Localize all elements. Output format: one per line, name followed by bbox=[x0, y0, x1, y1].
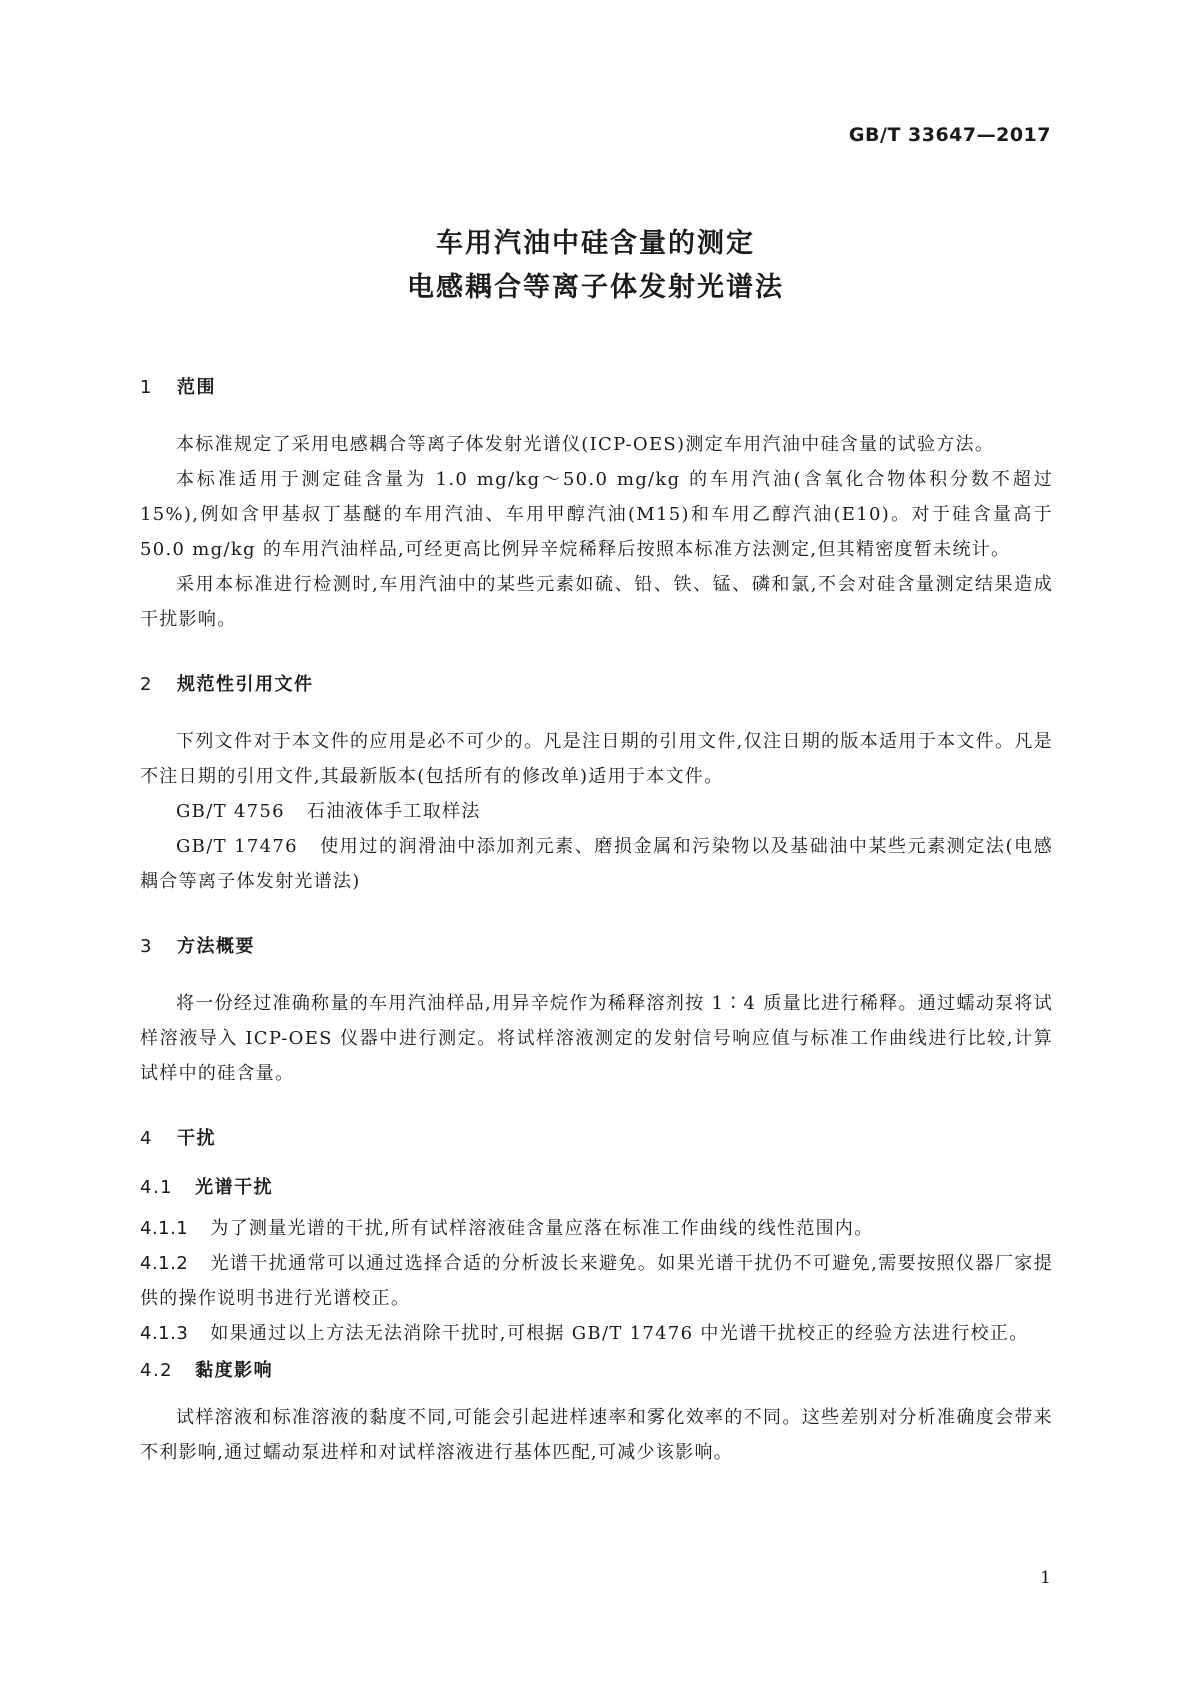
section-title: 范围 bbox=[176, 377, 216, 398]
section-1-heading bbox=[140, 370, 1053, 405]
paragraph: 下列文件对于本文件的应用是必不可少的。凡是注日期的引用文件,仅注日期的版本适用于本文件。凡是不注日期的引用文件,其最新版本(包括所有的修改单)适用于本文件。 bbox=[140, 731, 1053, 787]
subsection-4-2-heading bbox=[140, 1353, 1053, 1388]
subsection-title: 黏度影响 bbox=[195, 1360, 274, 1381]
subsection-number: 4.1 bbox=[140, 1177, 174, 1198]
subsection-number: 4.2 bbox=[140, 1360, 174, 1381]
clause bbox=[140, 1316, 1053, 1351]
subsection-4-1-heading bbox=[140, 1170, 1053, 1205]
standard-number: GB/T 33647—2017 bbox=[848, 124, 1051, 146]
reference-item bbox=[140, 829, 1053, 899]
page-number: 1 bbox=[1040, 1568, 1051, 1588]
section-number: 4 bbox=[140, 1128, 153, 1149]
section-number: 2 bbox=[140, 674, 153, 695]
title-line-2: 电感耦合等离子体发射光谱法 bbox=[407, 272, 784, 303]
section-number: 3 bbox=[140, 936, 153, 957]
reference-code: GB/T 17476 bbox=[176, 836, 298, 857]
section-number: 1 bbox=[140, 377, 153, 398]
subsection-title: 光谱干扰 bbox=[195, 1177, 274, 1198]
clause bbox=[140, 1246, 1053, 1316]
clause-text: 光谱干扰通常可以通过选择合适的分析波长来避免。如果光谱干扰仍不可避免,需要按照仪器厂家提供的操作说明书进行光谱校正。 bbox=[140, 1253, 1053, 1309]
section-title: 规范性引用文件 bbox=[176, 674, 314, 695]
reference-title: 石油液体手工取样法 bbox=[306, 801, 481, 822]
reference-item bbox=[140, 794, 1053, 829]
paragraph: 本标准适用于测定硅含量为 1.0 mg/kg～50.0 mg/kg 的车用汽油(含氧化合物体积分数不超过15%),例如含甲基叔丁基醚的车用汽油、车用甲醇汽油(M15)和车用乙醇汽油(E10)。对于硅含量高于 50.0 mg/kg 的车用汽油样品,可经更高比例异辛烷稀释后按照本标准方法测定,但其精密度暂未统计。 bbox=[140, 469, 1053, 560]
reference-code: GB/T 4756 bbox=[176, 801, 285, 822]
section-2-heading bbox=[140, 667, 1053, 702]
clause-text: 为了测量光谱的干扰,所有试样溶液硅含量应落在标准工作曲线的线性范围内。 bbox=[210, 1218, 874, 1239]
paragraph: 试样溶液和标准溶液的黏度不同,可能会引起进样速率和雾化效率的不同。这些差别对分析准确度会带来不利影响,通过蠕动泵进样和对试样溶液进行基体匹配,可减少该影响。 bbox=[140, 1407, 1053, 1463]
clause-text: 如果通过以上方法无法消除干扰时,可根据 GB/T 17476 中光谱干扰校正的经验方法进行校正。 bbox=[210, 1323, 1029, 1344]
clause-number: 4.1.1 bbox=[140, 1218, 189, 1239]
section-4-heading bbox=[140, 1121, 1053, 1156]
section-title: 方法概要 bbox=[176, 936, 255, 957]
paragraph: 本标准规定了采用电感耦合等离子体发射光谱仪(ICP-OES)测定车用汽油中硅含量的试验方法。 bbox=[176, 434, 995, 455]
section-3-heading bbox=[140, 929, 1053, 964]
paragraph: 采用本标准进行检测时,车用汽油中的某些元素如硫、铅、铁、锰、磷和氯,不会对硅含量测定结果造成干扰影响。 bbox=[140, 574, 1053, 630]
clause bbox=[140, 1211, 1053, 1246]
section-title: 干扰 bbox=[176, 1128, 216, 1149]
clause-number: 4.1.3 bbox=[140, 1323, 189, 1344]
document-title bbox=[0, 222, 1191, 310]
document-body bbox=[140, 370, 1053, 1470]
title-line-1: 车用汽油中硅含量的测定 bbox=[436, 228, 755, 259]
paragraph: 将一份经过准确称量的车用汽油样品,用异辛烷作为稀释溶剂按 1∶4 质量比进行稀释。通过蠕动泵将试样溶液导入 ICP-OES 仪器中进行测定。将试样溶液测定的发射信号响应值与标准工作曲线进行比较,计算试样中的硅含量。 bbox=[140, 993, 1053, 1084]
clause-number: 4.1.2 bbox=[140, 1253, 189, 1274]
reference-title: 使用过的润滑油中添加剂元素、磨损金属和污染物以及基础油中某些元素测定法(电感耦合等离子体发射光谱法) bbox=[140, 836, 1053, 892]
